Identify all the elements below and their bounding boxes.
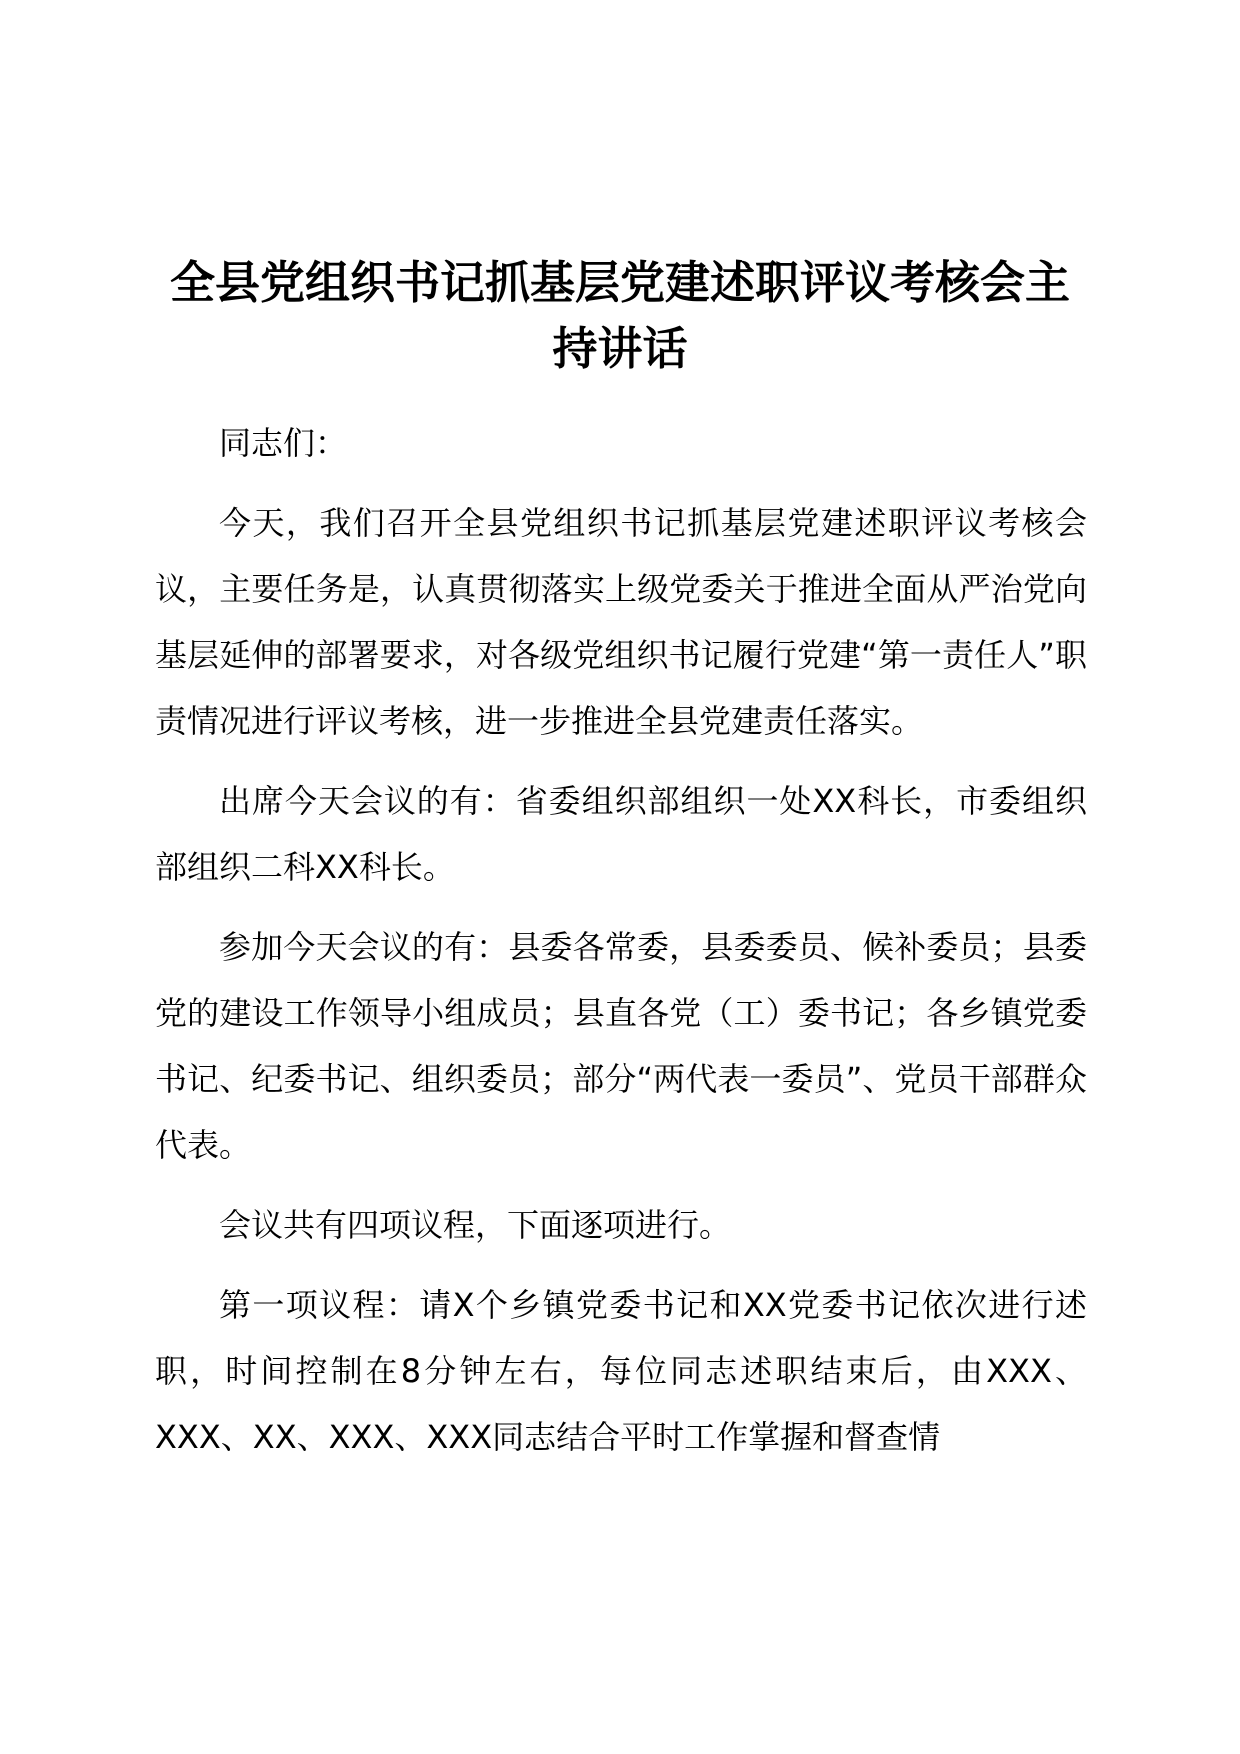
paragraph-agenda-item-one: 第一项议程：请X个乡镇党委书记和XX党委书记依次进行述职，时间控制在8分钟左右，每位同志述职结束后，由XXX、XXX、XX、XXX、XXX同志结合平时工作掌握和督查情: [155, 1286, 1087, 1456]
document-body: [155, 410, 1087, 1470]
paragraph-salutation: 同志们：: [219, 424, 348, 462]
paragraph-agenda-overview: 会议共有四项议程，下面逐项进行。: [219, 1206, 732, 1244]
paragraph-attendees-present: 出席今天会议的有：省委组织部组织一处XX科长，市委组织部组织二科XX科长。: [155, 782, 1087, 886]
paragraph-participants: 参加今天会议的有：县委各常委，县委委员、候补委员；县委党的建设工作领导小组成员；县直各党（工）委书记；各乡镇党委书记、纪委书记、组织委员；部分“两代表一委员”、党员干部群众代表。: [155, 928, 1087, 1164]
paragraph-purpose: 今天，我们召开全县党组织书记抓基层党建述职评议考核会议，主要任务是，认真贯彻落实上级党委关于推进全面从严治党向基层延伸的部署要求，对各级党组织书记履行党建“第一责任人”职责情况进行评议考核，进一步推进全县党建责任落实。: [155, 504, 1087, 740]
document-title: 全县党组织书记抓基层党建述职评议考核会主持讲话: [169, 256, 1070, 375]
